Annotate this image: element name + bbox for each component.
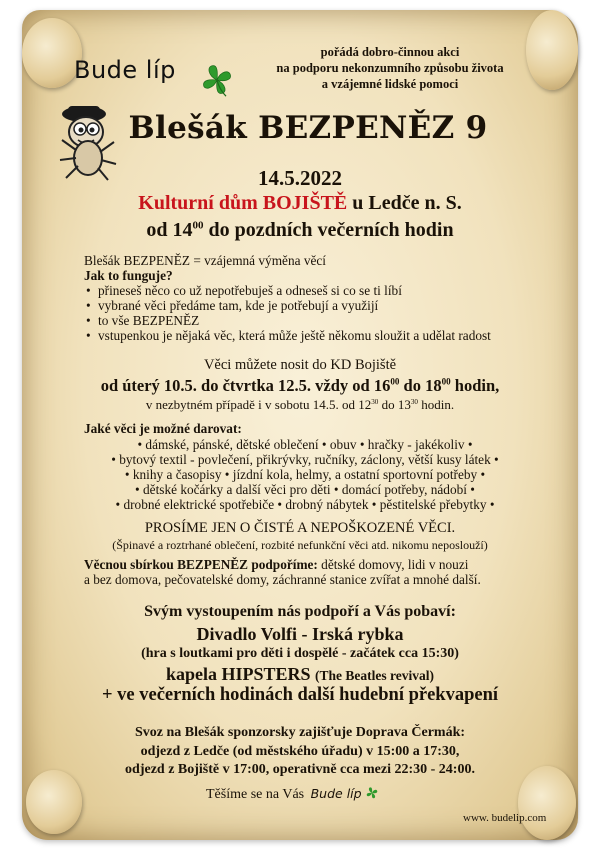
sup: 30: [410, 398, 418, 406]
list-item: • vybrané věci předáme tam, kde je potřebují a využijí: [84, 299, 554, 314]
how-heading: Jak to funguje?: [84, 267, 173, 283]
delivery-dates-b: do 18: [403, 376, 442, 395]
transport-bojiste: odjezd z Bojiště v 17:00, operativně cca mezi 22:30 - 24:00.: [125, 762, 475, 777]
delivery-exception-b: do 13: [381, 397, 411, 412]
theatre-performance: Divadlo Volfi - Irská rybka: [196, 624, 404, 644]
four-leaf-clover-icon: [199, 62, 235, 98]
donations-heading: Jaké věci je možné darovat:: [84, 421, 242, 436]
support-line-2: a bez domova, pečovatelské domy, záchranné stanice zvířat a mnohé další.: [84, 572, 481, 587]
event-hours: [40, 219, 560, 242]
delivery-dates: [40, 376, 560, 396]
website-url: www. budelip.com: [463, 812, 547, 824]
organizer-line: pořádá dobro-činnou akci: [320, 45, 460, 59]
how-list: [84, 284, 554, 344]
donations-heading-block: [84, 422, 554, 437]
venue-name: Kulturní dům BOJIŠTĚ: [138, 192, 348, 214]
support-section: [84, 557, 554, 587]
delivery-place: Věci můžete nosit do KD Bojiště: [203, 357, 397, 373]
sup: 00: [390, 376, 400, 387]
plea-main: PROSÍME JEN O ČISTÉ A NEPOŠKOZENÉ VĚCI.: [144, 520, 456, 536]
definition-text: Blešák BEZPENĚZ = vzájemná výměna věcí: [84, 253, 326, 268]
theatre-note: (hra s loutkami pro děti i dospělé - začátek cca 15:30): [141, 646, 459, 661]
event-venue: [40, 192, 560, 215]
delivery-dates-a: od úterý 10.5. do čtvrtka 12.5. vždy od 16: [100, 376, 391, 395]
event-title: Blešák BEZPENĚZ 9: [128, 110, 488, 146]
band-note: (The Beatles revival): [315, 668, 435, 683]
hours-prefix: od 14: [146, 219, 193, 241]
band-performance: [40, 664, 560, 685]
list-item: • dětské kočárky a další věci pro děti • domácí potřeby, nádobí •: [135, 482, 475, 497]
list-item: • přineseš něco co už nepotřebuješ a odneseš si co se ti líbí: [84, 284, 554, 299]
closing-logo: Bude líp: [310, 786, 362, 801]
performances-intro: Svým vystoupením nás podpoří a Vás pobaví:: [144, 603, 456, 620]
list-item: • drobné elektrické spotřebiče • drobný nábytek • pěstitelské přebytky •: [115, 497, 495, 512]
support-rest: dětské domovy, lidi v nouzi: [317, 557, 469, 572]
sup: 30: [371, 398, 379, 406]
delivery-dates-c: hodin,: [454, 376, 500, 395]
support-line-1: [84, 557, 554, 572]
organizer-description: [250, 44, 530, 92]
plea-note: (Špinavé a roztrhané oblečení, rozbité nefunkční věci atd. nikomu neposlouží): [112, 538, 488, 552]
list-item: • dámské, pánské, dětské oblečení • obuv • hračky - jakékoliv •: [137, 437, 473, 452]
transport-ledec: odjezd z Ledče (od městského úřadu) v 15:00 a 17:30,: [140, 744, 460, 759]
scroll-curl-top-right: [526, 10, 578, 90]
hours-suffix: do pozdních večerních hodin: [208, 219, 454, 241]
organizer-line: na podporu nekonzumního způsobu života: [276, 61, 504, 75]
hours-sup: 00: [192, 219, 204, 232]
sup: 00: [441, 376, 451, 387]
intro-section: [84, 254, 554, 343]
closing-line: [206, 786, 379, 803]
list-item: • bytový textil - povlečení, přikrývky, ručníky, záclony, větší kusy látek •: [111, 452, 499, 467]
transport-heading: Svoz na Blešák sponzorsky zajišťuje Doprava Čermák:: [134, 725, 466, 740]
organizer-line: a vzájemné lidské pomoci: [321, 77, 459, 91]
four-leaf-clover-icon: [365, 786, 379, 800]
scroll-curl-top-left: [22, 18, 82, 88]
list-item: • vstupenkou je nějaká věc, která může ještě někomu sloužit a udělat radost: [84, 329, 554, 344]
venue-location: u Ledče n. S.: [352, 192, 462, 214]
list-item: • knihy a časopisy • jízdní kola, helmy, a ostatní sportovní potřeby •: [124, 467, 486, 482]
support-prefix: Věcnou sbírkou BEZPENĚZ podpoříme:: [84, 557, 318, 572]
event-date: 14.5.2022: [258, 166, 342, 190]
extra-music: + ve večerních hodinách další hudební překvapení: [101, 685, 499, 705]
delivery-exception-c: hodin.: [421, 397, 455, 412]
band-name: kapela HIPSTERS: [165, 664, 311, 684]
list-item: • to vše BEZPENĚZ: [84, 314, 554, 329]
scroll-curl-bottom-left: [26, 770, 82, 834]
donation-items: [70, 437, 540, 512]
delivery-exception-a: v nezbytném případě i v sobotu 14.5. od 12: [145, 397, 372, 412]
closing-text: Těšíme se na Vás: [206, 787, 305, 802]
organization-logo: Bude líp: [74, 56, 176, 84]
delivery-exception: [40, 397, 560, 413]
